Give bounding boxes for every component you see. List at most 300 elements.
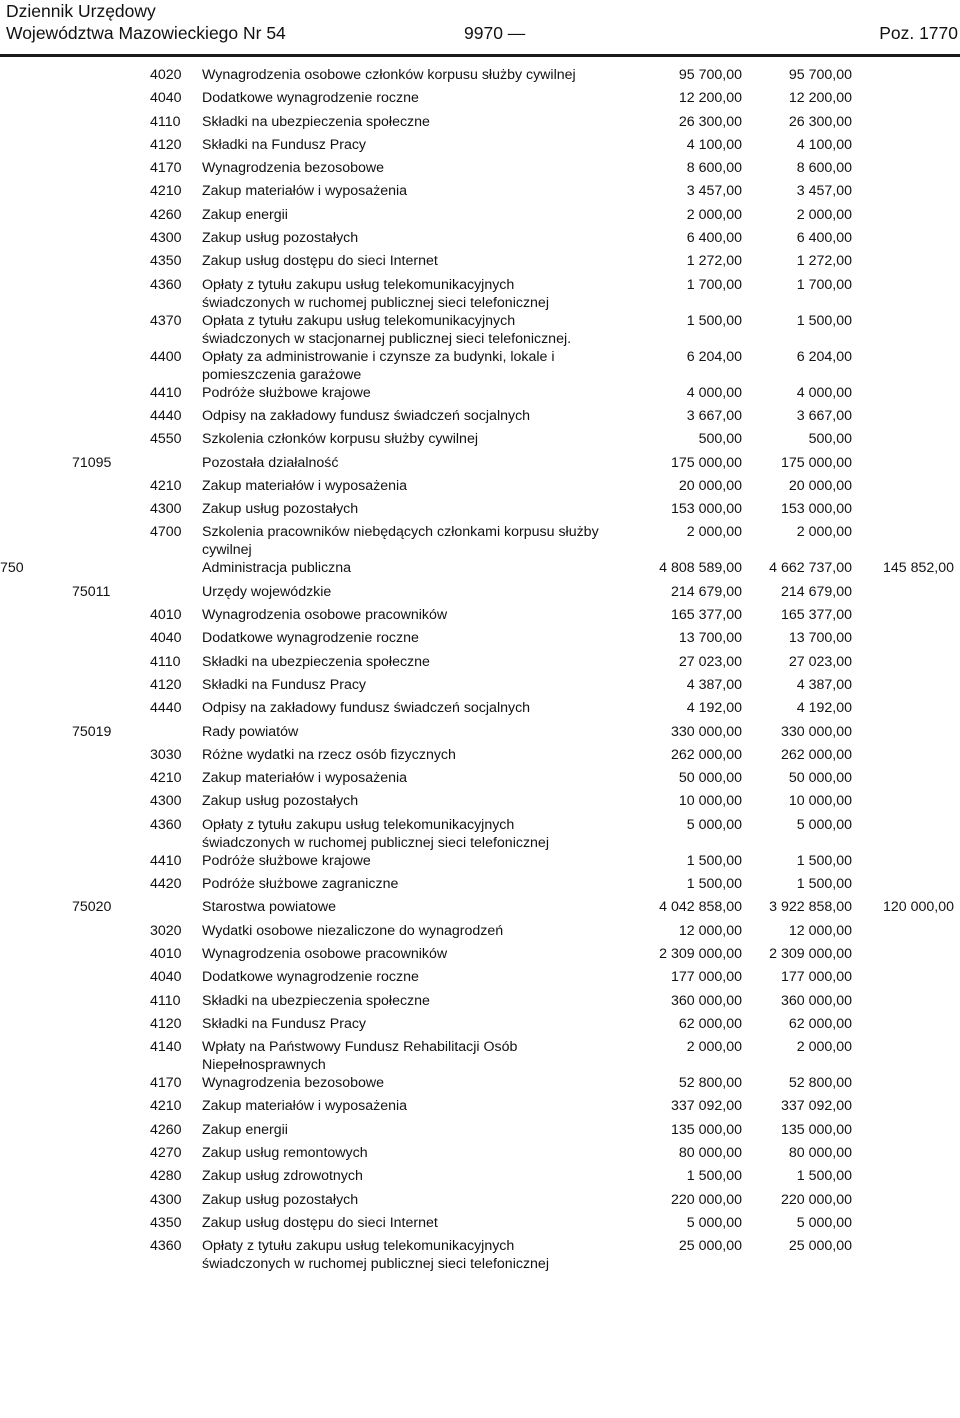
table-row [0, 430, 960, 453]
current-amount-cell: 4 192,00 [796, 700, 852, 717]
current-amount-cell: 175 000,00 [780, 454, 852, 471]
chapter-cell [72, 252, 148, 275]
chapter-cell [72, 606, 148, 629]
total-amount-cell: 175 000,00 [670, 454, 742, 471]
division-cell [0, 583, 72, 606]
property-amount-cell [852, 945, 960, 968]
total-amount-cell: 1 272,00 [686, 253, 742, 270]
current-amount-cell: 214 679,00 [780, 583, 852, 600]
chapter-cell [72, 229, 148, 252]
current-amount-cell: 50 000,00 [788, 770, 852, 787]
table-row [0, 606, 960, 629]
description-cell: Zakup energii [202, 206, 288, 223]
journal-region: Województwa Mazowieckiego Nr 54 [6, 23, 286, 43]
description-cell: Wynagrodzenia bezosobowe [202, 1075, 385, 1092]
current-amount-cell: 4 000,00 [796, 384, 852, 401]
paragraph-cell [148, 583, 198, 606]
paragraph-cell: 4110 [150, 653, 181, 670]
property-amount-cell [852, 606, 960, 629]
property-amount-cell [852, 206, 960, 229]
description-cell: Składki na Fundusz Pracy [202, 1015, 367, 1032]
paragraph-cell [148, 454, 198, 477]
current-amount-cell: 2 000,00 [796, 1039, 852, 1056]
current-amount-cell: 220 000,00 [780, 1191, 852, 1208]
total-amount-cell: 330 000,00 [670, 723, 742, 740]
table-row [0, 66, 960, 89]
description-cell: Szkolenia pracowników niebędących członkami korpusu służby cywilnej [202, 524, 599, 559]
total-amount-cell: 214 679,00 [670, 583, 742, 600]
chapter-cell: 75019 [72, 723, 112, 740]
page-header [6, 0, 958, 44]
property-amount-cell [852, 454, 960, 477]
current-amount-cell: 10 000,00 [788, 793, 852, 810]
paragraph-cell: 4040 [150, 969, 182, 986]
description-cell: Starostwa powiatowe [202, 899, 337, 916]
chapter-cell [72, 1097, 148, 1120]
table-row [0, 1121, 960, 1144]
total-amount-cell: 52 800,00 [678, 1075, 742, 1092]
division-cell [0, 407, 72, 430]
chapter-cell: 75011 [72, 583, 111, 600]
description-cell: Wynagrodzenia bezosobowe [202, 160, 385, 177]
division-cell [0, 945, 72, 968]
description-cell: Opłaty za administrowanie i czynsze za budynki, lokale i pomieszczenia garażowe [202, 348, 555, 383]
division-cell [0, 206, 72, 229]
paragraph-cell: 3020 [150, 922, 182, 939]
division-cell [0, 1121, 72, 1144]
table-row [0, 1144, 960, 1167]
chapter-cell [72, 1144, 148, 1167]
division-cell [0, 898, 72, 921]
total-amount-cell: 1 500,00 [686, 852, 742, 869]
chapter-cell [72, 699, 148, 722]
division-cell [0, 276, 72, 312]
journal-title: Dziennik Urzędowy [6, 1, 156, 21]
chapter-cell [72, 629, 148, 652]
total-amount-cell: 4 192,00 [686, 700, 742, 717]
description-cell: Zakup materiałów i wyposażenia [202, 183, 408, 200]
paragraph-cell: 4260 [150, 1121, 182, 1138]
property-amount-cell [852, 477, 960, 500]
current-amount-cell: 4 662 737,00 [769, 560, 852, 577]
total-amount-cell: 2 309 000,00 [659, 945, 742, 962]
table-row [0, 523, 960, 559]
division-cell [0, 968, 72, 991]
current-amount-cell: 5 000,00 [796, 1214, 852, 1231]
chapter-cell [72, 1074, 148, 1097]
paragraph-cell: 4010 [150, 607, 182, 624]
current-amount-cell: 153 000,00 [780, 501, 852, 518]
description-cell: Dodatkowe wynagrodzenie roczne [202, 630, 419, 647]
total-amount-cell: 50 000,00 [678, 770, 742, 787]
property-amount-cell [852, 852, 960, 875]
property-amount-cell: 145 852,00 [882, 560, 954, 577]
table-row [0, 229, 960, 252]
total-amount-cell: 4 387,00 [686, 676, 742, 693]
chapter-cell: 75020 [72, 899, 112, 916]
total-amount-cell: 3 667,00 [686, 407, 742, 424]
current-amount-cell: 500,00 [808, 431, 852, 448]
table-row [0, 89, 960, 112]
property-amount-cell [852, 1038, 960, 1074]
table-row [0, 454, 960, 477]
table-row [0, 1038, 960, 1074]
chapter-cell [72, 653, 148, 676]
property-amount-cell: 120 000,00 [882, 899, 954, 916]
chapter-cell [72, 769, 148, 792]
table-row [0, 676, 960, 699]
property-amount-cell [852, 583, 960, 606]
property-amount-cell [852, 407, 960, 430]
chapter-cell [72, 276, 148, 312]
division-cell [0, 769, 72, 792]
table-row [0, 1097, 960, 1120]
current-amount-cell: 360 000,00 [780, 992, 852, 1009]
description-cell: Opłata z tytułu zakupu usług telekomunikacyjnych świadczonych w stacjonarnej publicznej sieci telefonicznej. [202, 312, 572, 347]
description-cell: Urzędy wojewódzkie [202, 583, 332, 600]
table-row [0, 348, 960, 384]
paragraph-cell: 4300 [150, 1191, 182, 1208]
chapter-cell [72, 348, 148, 384]
total-amount-cell: 1 500,00 [686, 312, 742, 329]
paragraph-cell: 4360 [150, 1238, 182, 1255]
property-amount-cell [852, 252, 960, 275]
division-cell [0, 992, 72, 1015]
property-amount-cell [852, 746, 960, 769]
budget-table [0, 66, 960, 1273]
description-cell: Zakup materiałów i wyposażenia [202, 1098, 408, 1115]
table-row [0, 1015, 960, 1038]
position-number: Poz. 1770 [879, 23, 958, 43]
total-amount-cell: 4 808 589,00 [659, 560, 742, 577]
total-amount-cell: 262 000,00 [670, 746, 742, 763]
description-cell: Składki na ubezpieczenia społeczne [202, 113, 430, 130]
division-cell [0, 1144, 72, 1167]
paragraph-cell: 4440 [150, 700, 182, 717]
current-amount-cell: 4 387,00 [796, 676, 852, 693]
property-amount-cell [852, 629, 960, 652]
current-amount-cell: 330 000,00 [780, 723, 852, 740]
description-cell: Podróże służbowe zagraniczne [202, 876, 399, 893]
budget-table-body [0, 66, 960, 1273]
property-amount-cell [852, 1097, 960, 1120]
table-row [0, 312, 960, 348]
property-amount-cell [852, 1167, 960, 1190]
chapter-cell [72, 113, 148, 136]
division-cell [0, 454, 72, 477]
total-amount-cell: 27 023,00 [678, 653, 742, 670]
property-amount-cell [852, 1144, 960, 1167]
property-amount-cell [852, 1074, 960, 1097]
property-amount-cell [852, 699, 960, 722]
current-amount-cell: 26 300,00 [788, 113, 852, 130]
chapter-cell [72, 500, 148, 523]
paragraph-cell: 4020 [150, 67, 182, 83]
division-cell [0, 1191, 72, 1214]
property-amount-cell [852, 113, 960, 136]
chapter-cell [72, 1038, 148, 1074]
description-cell: Składki na ubezpieczenia społeczne [202, 653, 430, 670]
table-row [0, 407, 960, 430]
total-amount-cell: 25 000,00 [678, 1238, 742, 1255]
description-cell: Opłaty z tytułu zakupu usług telekomunikacyjnych świadczonych w ruchomej publicznej sieci telefonicznej [202, 816, 549, 851]
total-amount-cell: 135 000,00 [670, 1121, 742, 1138]
table-row [0, 723, 960, 746]
table-row [0, 875, 960, 898]
property-amount-cell [852, 968, 960, 991]
division-cell [0, 384, 72, 407]
description-cell: Zakup materiałów i wyposażenia [202, 770, 408, 787]
total-amount-cell: 1 500,00 [686, 1168, 742, 1185]
chapter-cell [72, 477, 148, 500]
property-amount-cell [852, 1237, 960, 1273]
description-cell: Zakup usług pozostałych [202, 230, 359, 247]
paragraph-cell: 4550 [150, 431, 182, 448]
current-amount-cell: 80 000,00 [788, 1144, 852, 1161]
division-cell [0, 252, 72, 275]
chapter-cell [72, 1191, 148, 1214]
paragraph-cell: 4270 [150, 1144, 182, 1161]
table-row [0, 1214, 960, 1237]
table-row [0, 968, 960, 991]
description-cell: Wydatki osobowe niezaliczone do wynagrodzeń [202, 922, 504, 939]
table-row [0, 945, 960, 968]
paragraph-cell: 4110 [150, 992, 181, 1009]
paragraph-cell: 4420 [150, 876, 182, 893]
table-row [0, 769, 960, 792]
paragraph-cell: 4040 [150, 90, 182, 107]
total-amount-cell: 4 000,00 [686, 384, 742, 401]
table-row [0, 477, 960, 500]
chapter-cell [72, 992, 148, 1015]
table-row [0, 816, 960, 852]
paragraph-cell: 4410 [150, 852, 182, 869]
paragraph-cell: 4440 [150, 407, 182, 424]
table-row [0, 852, 960, 875]
division-cell [0, 875, 72, 898]
table-row [0, 500, 960, 523]
description-cell: Składki na ubezpieczenia społeczne [202, 992, 430, 1009]
table-row [0, 746, 960, 769]
division-cell [0, 723, 72, 746]
total-amount-cell: 5 000,00 [686, 816, 742, 833]
current-amount-cell: 3 457,00 [796, 183, 852, 200]
table-row [0, 922, 960, 945]
division-cell [0, 477, 72, 500]
current-amount-cell: 2 000,00 [796, 206, 852, 223]
chapter-cell [72, 1214, 148, 1237]
current-amount-cell: 177 000,00 [780, 969, 852, 986]
current-amount-cell: 262 000,00 [780, 746, 852, 763]
paragraph-cell [148, 723, 198, 746]
chapter-cell [72, 746, 148, 769]
division-cell [0, 699, 72, 722]
current-amount-cell: 3 922 858,00 [769, 899, 852, 916]
description-cell: Wynagrodzenia osobowe członków korpusu służby cywilnej [202, 67, 576, 83]
table-row [0, 276, 960, 312]
table-row [0, 559, 960, 582]
description-cell: Dodatkowe wynagrodzenie roczne [202, 969, 419, 986]
property-amount-cell [852, 653, 960, 676]
paragraph-cell: 4360 [150, 816, 182, 833]
property-amount-cell [852, 1191, 960, 1214]
total-amount-cell: 62 000,00 [678, 1015, 742, 1032]
current-amount-cell: 25 000,00 [788, 1238, 852, 1255]
chapter-cell [72, 1237, 148, 1273]
division-cell: 750 [0, 560, 24, 577]
property-amount-cell [852, 792, 960, 815]
property-amount-cell [852, 348, 960, 384]
total-amount-cell: 360 000,00 [670, 992, 742, 1009]
division-cell [0, 852, 72, 875]
paragraph-cell [148, 898, 198, 921]
total-amount-cell: 80 000,00 [678, 1144, 742, 1161]
chapter-cell [72, 792, 148, 815]
current-amount-cell: 2 309 000,00 [769, 945, 852, 962]
table-row [0, 384, 960, 407]
total-amount-cell: 3 457,00 [686, 183, 742, 200]
table-row [0, 699, 960, 722]
total-amount-cell: 153 000,00 [670, 501, 742, 518]
chapter-cell [72, 852, 148, 875]
current-amount-cell: 6 204,00 [796, 348, 852, 365]
paragraph-cell: 4300 [150, 230, 182, 247]
total-amount-cell: 10 000,00 [678, 793, 742, 810]
paragraph-cell: 4370 [150, 312, 182, 329]
property-amount-cell [852, 992, 960, 1015]
paragraph-cell: 4010 [150, 945, 182, 962]
current-amount-cell: 1 272,00 [796, 253, 852, 270]
property-amount-cell [852, 1214, 960, 1237]
description-cell: Wynagrodzenia osobowe pracowników [202, 945, 448, 962]
table-row [0, 1167, 960, 1190]
property-amount-cell [852, 676, 960, 699]
paragraph-cell [148, 559, 198, 582]
description-cell: Zakup usług dostępu do sieci Internet [202, 253, 438, 270]
table-row [0, 1237, 960, 1273]
property-amount-cell [852, 723, 960, 746]
division-cell [0, 792, 72, 815]
paragraph-cell: 4210 [150, 770, 182, 787]
description-cell: Zakup usług dostępu do sieci Internet [202, 1214, 438, 1231]
division-cell [0, 676, 72, 699]
paragraph-cell: 4120 [150, 676, 182, 693]
paragraph-cell: 4260 [150, 206, 182, 223]
property-amount-cell [852, 276, 960, 312]
division-cell [0, 1167, 72, 1190]
chapter-cell [72, 676, 148, 699]
current-amount-cell: 5 000,00 [796, 816, 852, 833]
current-amount-cell: 1 500,00 [796, 312, 852, 329]
table-row [0, 206, 960, 229]
table-row [0, 992, 960, 1015]
description-cell: Podróże służbowe krajowe [202, 852, 371, 869]
table-row [0, 898, 960, 921]
total-amount-cell: 337 092,00 [670, 1098, 742, 1115]
description-cell: Rady powiatów [202, 723, 299, 740]
chapter-cell [72, 875, 148, 898]
total-amount-cell: 1 500,00 [686, 876, 742, 893]
current-amount-cell: 2 000,00 [796, 524, 852, 541]
description-cell: Wynagrodzenia osobowe pracowników [202, 607, 448, 624]
division-cell [0, 229, 72, 252]
table-row [0, 182, 960, 205]
paragraph-cell: 4170 [150, 1075, 182, 1092]
chapter-cell [72, 89, 148, 112]
property-amount-cell [852, 523, 960, 559]
chapter-cell [72, 66, 148, 89]
description-cell: Zakup usług zdrowotnych [202, 1168, 363, 1185]
table-row [0, 1074, 960, 1097]
division-cell [0, 348, 72, 384]
property-amount-cell [852, 1121, 960, 1144]
current-amount-cell: 165 377,00 [780, 607, 852, 624]
current-amount-cell: 1 700,00 [796, 276, 852, 293]
property-amount-cell [852, 89, 960, 112]
description-cell: Składki na Fundusz Pracy [202, 136, 367, 153]
current-amount-cell: 12 200,00 [788, 90, 852, 107]
division-cell [0, 136, 72, 159]
paragraph-cell: 4700 [150, 524, 182, 541]
property-amount-cell [852, 182, 960, 205]
current-amount-cell: 95 700,00 [788, 67, 852, 83]
division-cell [0, 159, 72, 182]
total-amount-cell: 500,00 [698, 431, 742, 448]
property-amount-cell [852, 384, 960, 407]
table-row [0, 252, 960, 275]
chapter-cell [72, 922, 148, 945]
description-cell: Odpisy na zakładowy fundusz świadczeń socjalnych [202, 700, 531, 717]
description-cell: Zakup usług pozostałych [202, 1191, 359, 1208]
property-amount-cell [852, 66, 960, 89]
chapter-cell [72, 523, 148, 559]
current-amount-cell: 3 667,00 [796, 407, 852, 424]
current-amount-cell: 8 600,00 [796, 160, 852, 177]
chapter-cell [72, 206, 148, 229]
chapter-cell [72, 159, 148, 182]
property-amount-cell [852, 159, 960, 182]
division-cell [0, 1237, 72, 1273]
description-cell: Wpłaty na Państwowy Fundusz Rehabilitacji Osób Niepełnosprawnych [202, 1039, 518, 1074]
paragraph-cell: 4300 [150, 501, 182, 518]
current-amount-cell: 1 500,00 [796, 1168, 852, 1185]
paragraph-cell: 4410 [150, 384, 182, 401]
chapter-cell [72, 1121, 148, 1144]
property-amount-cell [852, 430, 960, 453]
chapter-cell [72, 816, 148, 852]
total-amount-cell: 8 600,00 [686, 160, 742, 177]
description-cell: Zakup usług remontowych [202, 1144, 368, 1161]
total-amount-cell: 95 700,00 [678, 67, 742, 83]
current-amount-cell: 12 000,00 [788, 922, 852, 939]
paragraph-cell: 4040 [150, 630, 182, 647]
table-row [0, 583, 960, 606]
property-amount-cell [852, 769, 960, 792]
division-cell [0, 922, 72, 945]
table-row [0, 629, 960, 652]
paragraph-cell: 4170 [150, 160, 182, 177]
property-amount-cell [852, 816, 960, 852]
current-amount-cell: 1 500,00 [796, 876, 852, 893]
description-cell: Pozostała działalność [202, 454, 339, 471]
current-amount-cell: 6 400,00 [796, 230, 852, 247]
current-amount-cell: 4 100,00 [796, 136, 852, 153]
table-row [0, 792, 960, 815]
description-cell: Administracja publiczna [202, 560, 352, 577]
total-amount-cell: 26 300,00 [678, 113, 742, 130]
chapter-cell [72, 1015, 148, 1038]
division-cell [0, 430, 72, 453]
